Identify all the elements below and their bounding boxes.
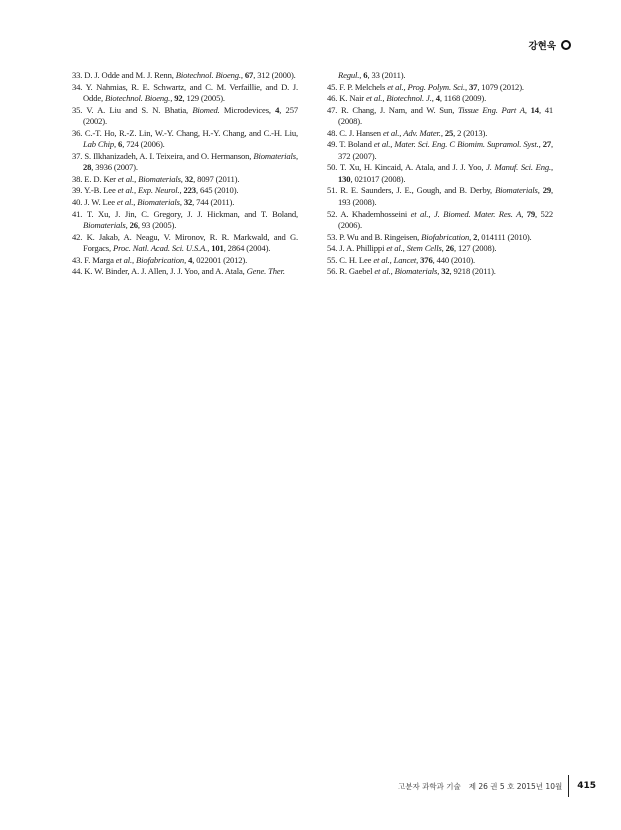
reference-text: , 645 (2010). xyxy=(195,185,239,196)
reference-text: 56. R. Gaebel xyxy=(327,266,375,277)
reference-journal: Biomaterials, xyxy=(83,220,128,231)
reference-journal: Biomaterials xyxy=(495,185,538,196)
reference-text: 52. A. Khademhosseini xyxy=(327,208,411,219)
reference-item xyxy=(72,174,298,186)
reference-text: 45. F. P. Melchels xyxy=(327,81,388,92)
reference-text: , xyxy=(389,254,394,265)
reference-item xyxy=(327,232,553,244)
reference-journal: Biomed. xyxy=(192,104,220,115)
reference-text: , 312 (2000). xyxy=(253,70,296,80)
reference-text: , xyxy=(437,266,442,277)
reference-item xyxy=(72,197,298,209)
reference-text: , xyxy=(399,127,404,138)
reference-text: , xyxy=(179,185,184,196)
reference-journal: Biotechnol. Bioeng. xyxy=(175,70,241,80)
reference-item xyxy=(327,105,553,128)
reference-journal: et al. xyxy=(366,93,383,104)
reference-journal: et al. xyxy=(373,139,391,150)
reference-volume: 37 xyxy=(469,81,478,92)
reference-text: 48. C. J. Hansen xyxy=(327,127,383,138)
reference-item xyxy=(327,185,553,208)
reference-journal: et al. xyxy=(115,254,133,265)
reference-text: , 193 (2008). xyxy=(338,185,553,208)
reference-item xyxy=(72,266,298,278)
reference-volume: 67 xyxy=(244,70,254,80)
reference-text: 40. J. W. Lee xyxy=(72,197,117,208)
reference-text: 37. S. Ilkhanizadeh, A. I. Teixeira, and O. Hermanson, xyxy=(72,150,254,161)
reference-text: , xyxy=(524,104,531,115)
reference-text: , xyxy=(180,173,185,184)
circle-bullet-icon xyxy=(561,40,571,50)
reference-text: , xyxy=(296,150,298,161)
reference-text: 34. Y. Nahmias, R. E. Schwartz, and C. M. Verfaillie, and D. J. Odde, xyxy=(72,81,298,104)
reference-item xyxy=(327,93,553,105)
reference-text: , xyxy=(240,70,245,80)
reference-volume: 130 xyxy=(338,173,351,184)
reference-volume: 79 xyxy=(526,208,536,219)
reference-journal: et al. xyxy=(386,243,403,254)
author-name: 강현욱 xyxy=(528,41,556,52)
reference-text: , xyxy=(170,93,175,104)
journal-name: 고분자 과학과 기술 xyxy=(398,781,461,791)
reference-journal: Lab Chip xyxy=(83,139,115,150)
reference-item xyxy=(327,266,553,278)
reference-journal: Stem Cells xyxy=(406,243,442,254)
reference-volume: 376 xyxy=(420,254,433,265)
reference-text: , 8097 (2011). xyxy=(193,173,240,184)
reference-item xyxy=(327,255,553,267)
reference-text: , xyxy=(207,243,212,254)
reference-journal: et al. xyxy=(387,81,404,92)
reference-item xyxy=(327,128,553,140)
reference-journal: Proc. Natl. Acad. Sci. U.S.A. xyxy=(113,243,208,254)
reference-journal: Regul. xyxy=(338,70,360,80)
reference-journal: J. Manuf. Sci. Eng. xyxy=(486,162,551,173)
reference-journal: J. Biomed. Mater. Res. A xyxy=(433,208,522,219)
reference-text: , xyxy=(382,93,387,104)
reference-text: , 2864 (2004). xyxy=(223,243,271,254)
reference-volume: 32 xyxy=(184,173,194,184)
reference-journal: et al. xyxy=(374,266,391,277)
reference-text: , xyxy=(402,243,407,254)
reference-item xyxy=(327,82,553,94)
reference-journal: Biomaterials xyxy=(137,197,180,208)
reference-text: , xyxy=(184,254,189,265)
reference-item xyxy=(327,243,553,255)
reference-item xyxy=(72,151,298,174)
reference-text: 46. K. Nair xyxy=(327,93,367,104)
reference-text: 42. K. Jakab, A. Neagu, V. Mironov, R. R. Markwald, and G. Forgacs, xyxy=(72,231,298,254)
reference-text: , xyxy=(469,231,474,242)
reference-text: , xyxy=(551,162,553,173)
reference-journal: et al. xyxy=(410,208,429,219)
reference-text: 51. R. E. Saunders, J. E., Gough, and B. Derby, xyxy=(327,185,496,196)
reference-item xyxy=(327,139,553,162)
reference-volume: 4 xyxy=(275,104,280,115)
reference-text: 53. P. Wu and B. Ringeisen, xyxy=(327,231,422,242)
reference-text: 38. E. D. Ker xyxy=(72,173,118,184)
reference-text: , 9218 (2011). xyxy=(449,266,496,277)
reference-item xyxy=(72,128,298,151)
reference-text: , 1168 (2009). xyxy=(439,93,487,104)
references-left-column xyxy=(72,70,298,278)
page-number: 415 xyxy=(577,781,597,791)
reference-item xyxy=(327,70,553,82)
reference-journal: et al. xyxy=(116,197,134,208)
reference-text: , xyxy=(133,197,138,208)
reference-text: , xyxy=(390,139,395,150)
reference-journal: Biomaterials xyxy=(394,266,438,277)
reference-journal: Biotechnol. Bioeng. xyxy=(105,93,171,104)
reference-text: , xyxy=(359,70,364,80)
reference-text: , 021017 (2008). xyxy=(350,173,406,184)
reference-item xyxy=(72,70,298,82)
reference-text: 50. T. Xu, H. Kincaid, A. Atala, and J. J. Yoo, xyxy=(327,162,487,173)
reference-journal: Mater. Sci. Eng. C Biomim. Supramol. Syst. xyxy=(394,139,539,150)
reference-text: 54. J. A. Phillippi xyxy=(327,243,387,254)
page-footer xyxy=(398,775,596,797)
reference-volume: 27 xyxy=(542,139,551,150)
reference-volume: 101 xyxy=(211,243,224,254)
reference-volume: 223 xyxy=(183,185,196,196)
reference-text: 55. C. H. Lee xyxy=(327,254,374,265)
reference-item xyxy=(72,185,298,197)
reference-text: , 522 (2006). xyxy=(338,208,553,231)
reference-text: , xyxy=(465,81,470,92)
reference-text: , 41 (2008). xyxy=(338,104,553,127)
reference-volume: 4 xyxy=(188,254,193,265)
reference-text: 39. Y.-B. Lee xyxy=(72,185,118,196)
reference-text: 43. F. Marga xyxy=(72,254,116,265)
reference-item xyxy=(327,162,553,185)
reference-text: 33. D. J. Odde and M. J. Renn, xyxy=(72,70,176,80)
reference-journal: Prog. Polym. Sci. xyxy=(407,81,466,92)
reference-item xyxy=(72,209,298,232)
reference-journal: et al. xyxy=(382,127,400,138)
reference-text: , 440 (2010). xyxy=(432,254,476,265)
reference-journal: Biomaterials xyxy=(138,173,181,184)
reference-text: , xyxy=(537,185,543,196)
reference-journal: Biotechnol. J. xyxy=(386,93,432,104)
reference-volume: 4 xyxy=(435,93,440,104)
reference-text: , 127 (2008). xyxy=(453,243,497,254)
reference-text: , xyxy=(114,139,119,150)
reference-journal: et al. xyxy=(373,254,390,265)
reference-volume: 29 xyxy=(542,185,551,196)
reference-text: , xyxy=(390,266,395,277)
reference-volume: 25 xyxy=(444,127,454,138)
reference-volume: 92 xyxy=(174,93,183,104)
reference-journal: Lancet xyxy=(393,254,417,265)
reference-journal: Biofabrication xyxy=(136,254,185,265)
reference-volume: 32 xyxy=(441,266,450,277)
reference-item xyxy=(72,82,298,105)
reference-text: , xyxy=(403,81,408,92)
reference-journal: Exp. Neurol. xyxy=(137,185,180,196)
reference-item xyxy=(327,209,553,232)
reference-volume: 28 xyxy=(83,162,92,173)
reference-journal: Adv. Mater. xyxy=(403,127,441,138)
reference-text: , xyxy=(440,127,445,138)
reference-text: , 372 (2007). xyxy=(338,139,553,161)
reference-text: , xyxy=(441,243,446,254)
reference-volume: 32 xyxy=(183,197,193,208)
reference-text: , xyxy=(134,173,139,184)
reference-text: , xyxy=(538,139,543,150)
reference-journal: Tissue Eng. Part A xyxy=(457,104,525,115)
reference-item xyxy=(72,105,298,128)
reference-text: , xyxy=(133,185,138,196)
reference-text: , 744 (2011). xyxy=(192,197,235,208)
reference-text: , xyxy=(132,254,137,265)
reference-text: , xyxy=(179,197,184,208)
reference-volume: 14 xyxy=(530,104,539,115)
reference-journal: et al. xyxy=(117,173,135,184)
reference-text: , 014111 (2010). xyxy=(477,231,532,242)
reference-volume: 26 xyxy=(129,220,138,231)
reference-text: 35. V. A. Liu and S. N. Bhatia, xyxy=(72,104,193,115)
issue-info: 제 26 권 5 호 2015년 10월 xyxy=(468,781,563,791)
references-right-column xyxy=(327,70,553,278)
reference-text: 36. C.-T. Ho, R.-Z. Lin, W.-Y. Chang, H.-Y. Chang, and C.-H. Liu, xyxy=(72,127,298,138)
reference-item xyxy=(72,255,298,267)
reference-volume: 2 xyxy=(473,231,478,242)
reference-text: 49. T. Boland xyxy=(327,139,374,150)
reference-journal: et al. xyxy=(117,185,134,196)
footer-divider xyxy=(568,775,569,797)
reference-volume: 26 xyxy=(445,243,454,254)
reference-text: , xyxy=(428,208,434,219)
reference-journal: Biofabrication xyxy=(421,231,470,242)
reference-text: , 93 (2005). xyxy=(137,220,177,231)
reference-journal: Gene. Ther. xyxy=(246,266,285,277)
reference-text: , 257 (2002). xyxy=(83,104,298,127)
reference-text: , xyxy=(416,254,421,265)
reference-volume: 6 xyxy=(118,139,123,150)
reference-text: , 129 (2005). xyxy=(182,93,225,104)
reference-text: , xyxy=(431,93,436,104)
reference-text: , 1079 (2012). xyxy=(477,81,524,92)
reference-text: , 33 (2011). xyxy=(367,70,406,80)
reference-journal: Biomaterials xyxy=(253,150,296,161)
reference-text: 41. T. Xu, J. Jin, C. Gregory, J. J. Hickman, and T. Boland, xyxy=(72,208,298,219)
running-header xyxy=(528,38,571,52)
reference-text: , 3936 (2007). xyxy=(91,162,138,173)
reference-text: 44. K. W. Binder, A. J. Allen, J. J. Yoo, and A. Atala, xyxy=(72,266,247,277)
reference-text: 47. R. Chang, J. Nam, and W. Sun, xyxy=(327,104,458,115)
reference-text: , 724 (2006). xyxy=(122,139,165,150)
reference-text: , xyxy=(521,208,527,219)
reference-text: , 022001 (2012). xyxy=(192,254,248,265)
reference-item xyxy=(72,232,298,255)
reference-volume: 6 xyxy=(363,70,368,80)
reference-text: , 2 (2013). xyxy=(453,127,488,138)
reference-text: Microdevices, xyxy=(219,104,276,115)
